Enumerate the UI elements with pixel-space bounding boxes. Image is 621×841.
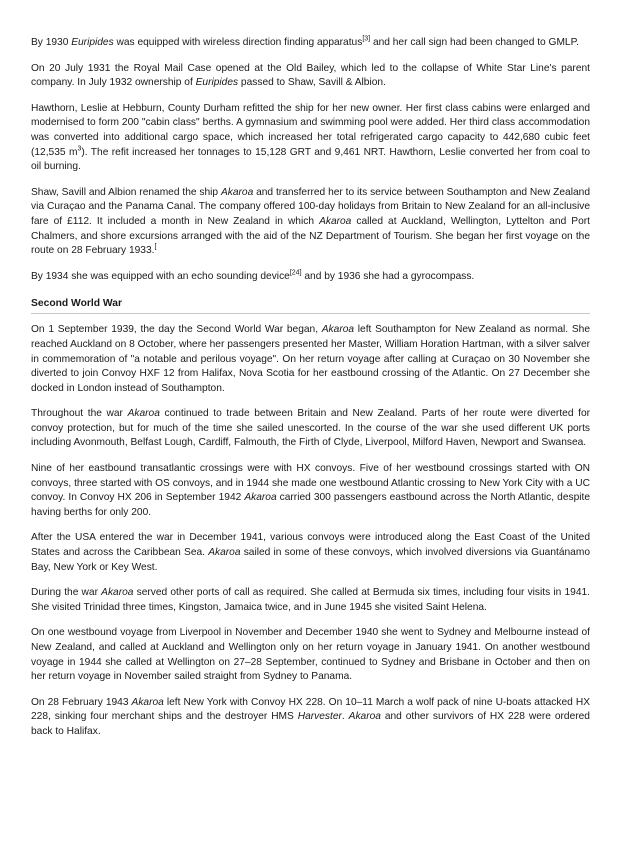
paragraph: By 1934 she was equipped with an echo sounding device[24] and by 1936 she had a gyrocompass. [31, 269, 475, 282]
italic-text: Akaroa [321, 324, 355, 336]
paragraph: Hawthorn, Leslie at Hebburn, County Durham refitted the ship for her new owner. Her first class cabins were enlarged and modernised to form 200 "cabin class" berths. A gymnasium and swimming pool were added. Her third class accommodation was converted into additional cargo space, which increased her total refrigerated cargo capacity to 442,680 cubic feet (12,535 $m^3$). The refit increased her tonnages to 15,128 GRT and 9,461 NRT. Hawthorn, Leslie converted her from coal to oil burning. [31, 102, 590, 173]
paragraph: On 20 July 1931 the Royal Mail Case opened at the Old Bailey, which led to the collapse of White Star Line's parent company. In July 1932 ownership of Euripides passed to Shaw, Savill & Albion. [31, 62, 590, 89]
reference-marker[interactable]: [24] [289, 269, 302, 277]
document-body-top [31, 36, 590, 284]
paragraph: On 28 February 1943 Akaroa left New York with Convoy HX 228. On 10–11 March a wolf pack of nine U-boats attacked HX 228, sinking four merchant ships and the destroyer HMS Harvester. Akaroa and other survivors of HX 228 were ordered back to Halifax. [31, 696, 590, 737]
paragraph: Throughout the war Akaroa continued to trade between Britain and New Zealand. Parts of her route were diverted for convoy protection, but for much of the time she sailed unescorted. In the course of the war she used different UK ports including Avonmouth, Belfast Lough, Cardiff, Falmouth, the Firth of Clyde, Liverpool, Milford Haven, Newport and Swansea. [31, 408, 591, 449]
italic-text: Akaroa [220, 186, 254, 198]
italic-text: Akaroa [244, 492, 277, 504]
paragraph: Nine of her eastbound transatlantic crossings were with HX convoys. Five of her westbound crossings started with ON convoys, three started with OS convoys, and in 1944 she made one westbound Atlantic crossing to New York City with a UC convoy. In Convoy HX 206 in September 1942 Akaroa carried 300 passengers eastbound across the North Atlantic, despite having berths for only 200. [31, 463, 590, 518]
italic-text: Euripides [71, 37, 114, 48]
italic-text: Akaroa [127, 408, 160, 420]
italic-text: Akaroa [208, 547, 241, 559]
italic-text: Akaroa [131, 696, 164, 708]
reference-marker[interactable]: 3 [77, 145, 82, 153]
paragraph: During the war Akaroa served other ports of call as required. She called at Bermuda six times, including four visits in 1941. She visited Trinidad three times, Kingston, Jamaica twice, and in June 1945 she visited Saint Helena. [31, 587, 590, 613]
reference-marker[interactable]: [3] [362, 35, 371, 43]
italic-text: Akaroa [319, 215, 352, 227]
paragraph: By 1930 Euripides was equipped with wireless direction finding apparatus[3] and her call sign had been changed to GMLP. [31, 35, 579, 48]
italic-text: Euripides [195, 77, 239, 89]
document-body-section [31, 323, 590, 739]
italic-text: Akaroa [101, 587, 134, 599]
section-heading: Second World War [31, 298, 590, 314]
reference-marker[interactable]: [ [154, 243, 157, 251]
italic-text: Harvester [297, 711, 342, 723]
paragraph: After the USA entered the war in December 1941, various convoys were introduced along the East Coast of the United States and across the Caribbean Sea. Akaroa sailed in some of these convoys, which involved diversions via Guantánamo Bay, New York or Key West. [31, 532, 590, 573]
italic-text: Akaroa [348, 711, 381, 723]
paragraph: Shaw, Savill and Albion renamed the ship Akaroa and transferred her to its service between Southampton and New Zealand via Curaçao and the Panama Canal. The company offered 100-day holidays from Britain to New Zealand for an all-inclusive fare of £112. It included a month in New Zealand in which Akaroa called at Auckland, Wellington, Lyttelton and Port Chalmers, and shore excursions arranged with the aid of the NZ Department of Tourism. She began her first voyage on the route on 28 February 1933.[ [31, 186, 590, 257]
paragraph: On 1 September 1939, the day the Second World War began, Akaroa left Southampton for New Zealand as normal. She reached Auckland on 8 October, where her passengers presented her Master, William Horation Hartman, with a silver salver in commemoration of "a notable and perilous voyage". On her return voyage after calling at Curaçao on 30 November she diverted to join Convoy HXF 12 from Halifax, Nova Scotia for her eastbound crossing of the Atlantic. On 27 December she docked in London instead of Southampton. [31, 324, 590, 394]
paragraph: On one westbound voyage from Liverpool in November and December 1940 she went to Sydney and Melbourne instead of New Zealand, and called at Auckland and Wellington only on her return voyage in January 1941. On another westbound voyage in 1944 she called at Wellington on 27–28 September, continued to Sydney and Brisbane in October and then on her return voyage in November sailed straight from Sydney to Panama. [31, 627, 590, 683]
